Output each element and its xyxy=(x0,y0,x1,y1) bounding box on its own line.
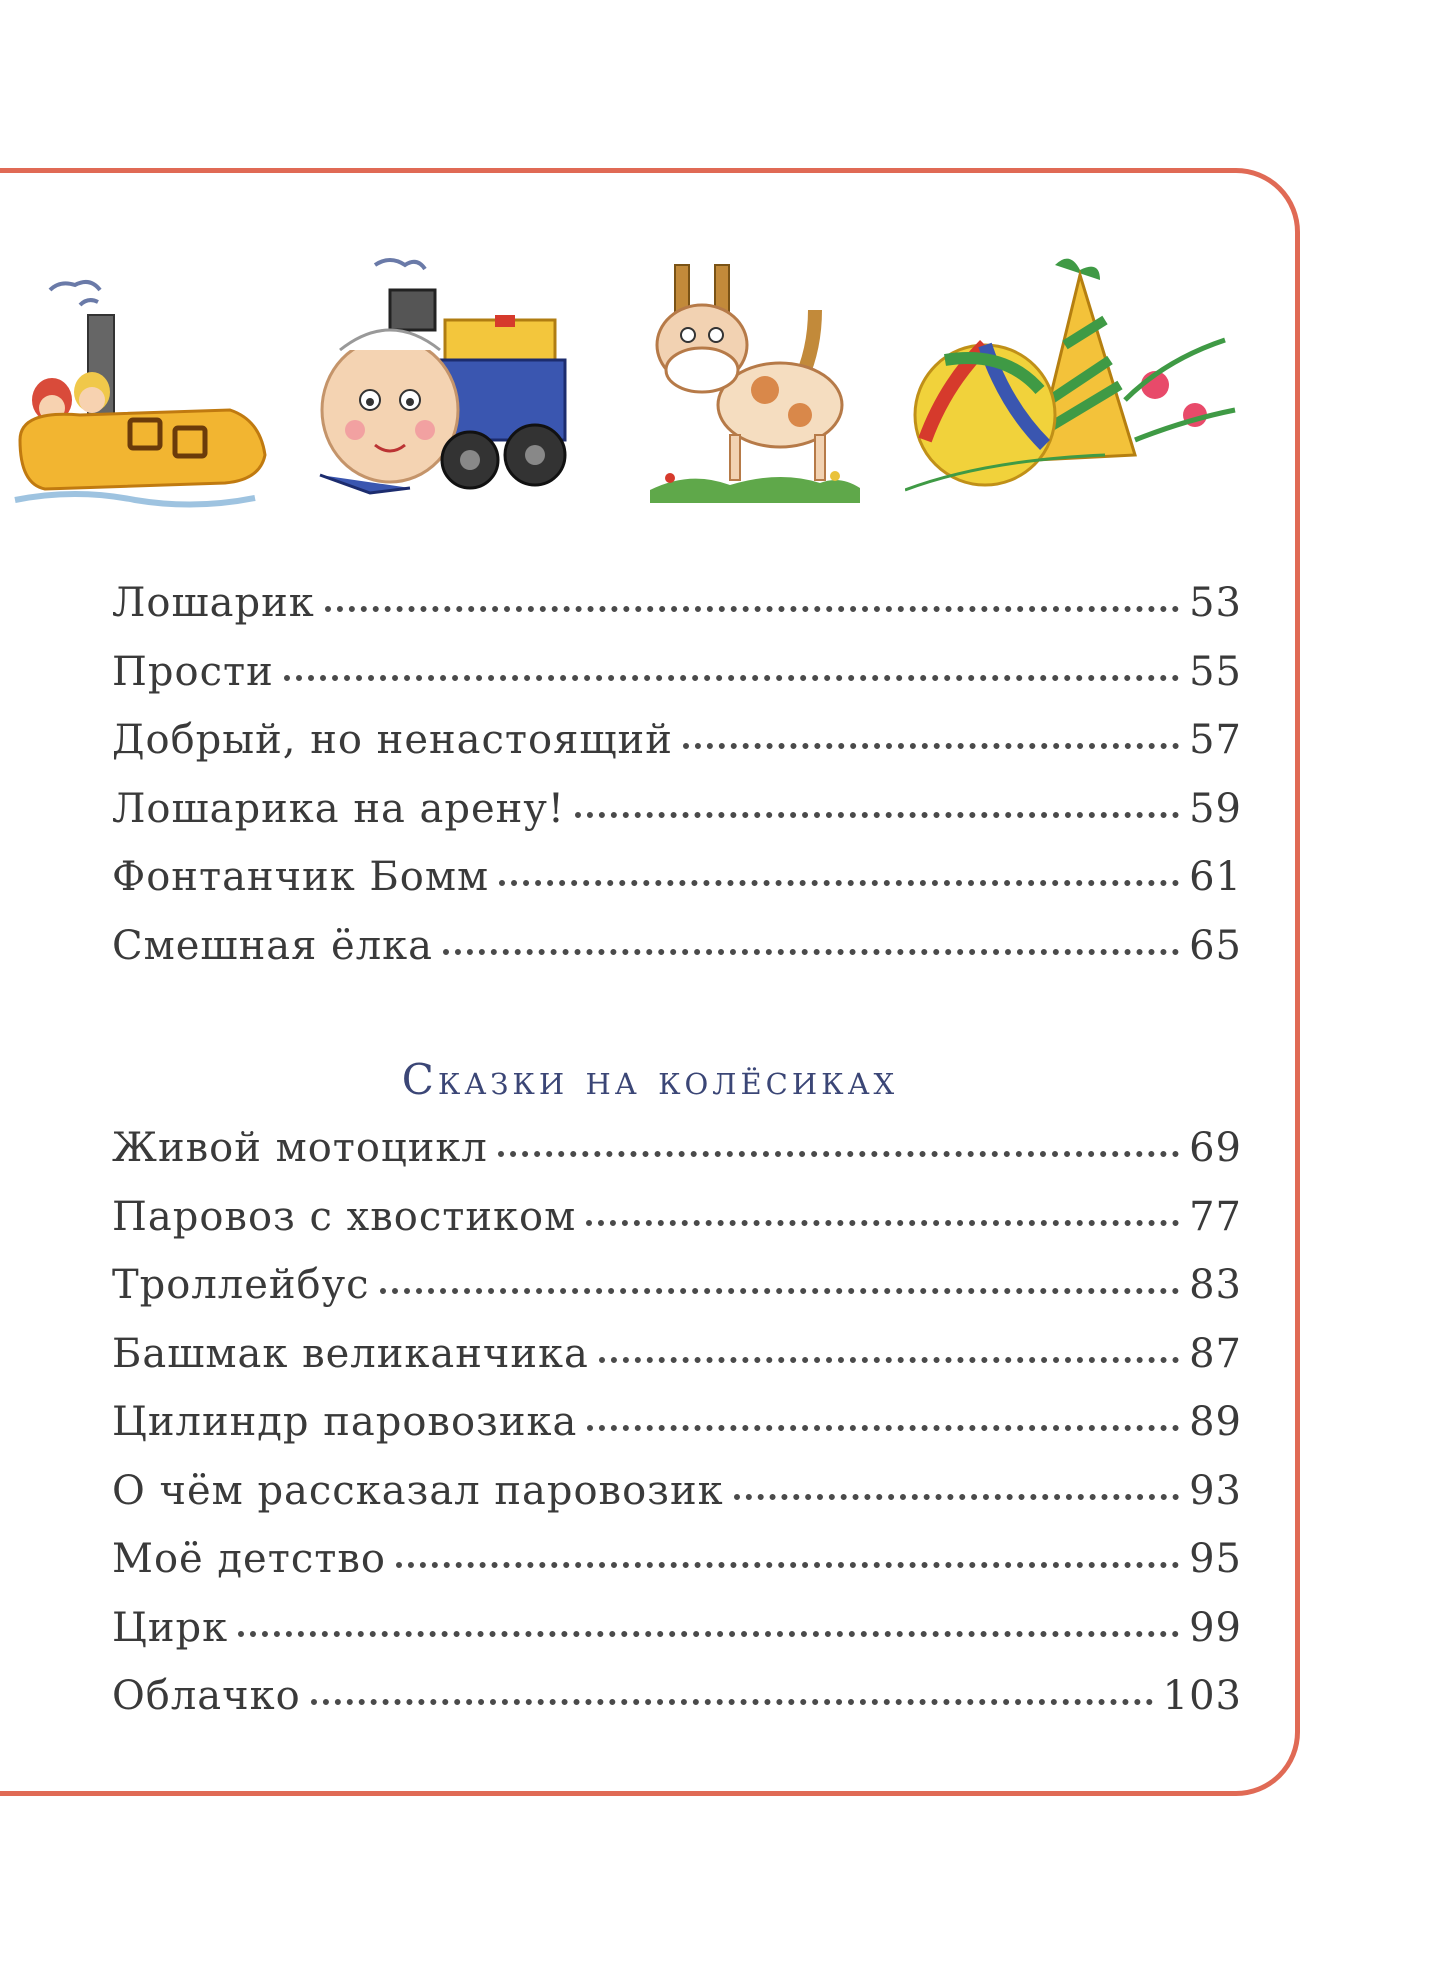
toc-entry-page: 93 xyxy=(1189,1467,1242,1514)
toc-entry xyxy=(112,1673,1242,1742)
toc-entry-page: 95 xyxy=(1189,1536,1242,1582)
toc-entry-page: 77 xyxy=(1189,1193,1242,1240)
toc-entry xyxy=(112,1194,1242,1263)
toc-leader-dots xyxy=(284,675,1179,681)
toc-entry-title: Башмак великанчика xyxy=(112,1330,589,1377)
toc-entry-title: Лошарика на арену! xyxy=(112,785,565,832)
toc-entry-title: Цилиндр паровозика xyxy=(112,1399,578,1445)
toc-leader-dots xyxy=(238,1631,1179,1637)
toc-entry xyxy=(112,580,1242,649)
toc-entry-page: 99 xyxy=(1189,1604,1242,1651)
toc-leader-dots xyxy=(498,1151,1179,1157)
toc-entry-title: Живой мотоцикл xyxy=(112,1125,488,1171)
toc-leader-dots xyxy=(575,812,1179,818)
table-of-contents-part1 xyxy=(112,580,1242,991)
toc-leader-dots xyxy=(499,880,1179,886)
toc-entry-page: 55 xyxy=(1189,648,1242,695)
toc-entry xyxy=(112,1468,1242,1537)
toc-entry-page: 89 xyxy=(1189,1399,1242,1445)
toc-entry xyxy=(112,1399,1242,1468)
toc-entry-title: О чём рассказал паровозик xyxy=(112,1467,724,1514)
toc-leader-dots xyxy=(380,1288,1180,1294)
toc-entry-page: 87 xyxy=(1189,1330,1242,1377)
toc-leader-dots xyxy=(734,1494,1179,1500)
toc-leader-dots xyxy=(396,1562,1179,1568)
toc-entry-title: Моё детство xyxy=(112,1536,386,1582)
toc-entry-page: 65 xyxy=(1189,922,1242,969)
toc-leader-dots xyxy=(325,606,1179,612)
toc-leader-dots xyxy=(587,1425,1179,1431)
toc-entry-page: 57 xyxy=(1189,717,1242,763)
toc-entry xyxy=(112,1605,1242,1674)
toc-entry xyxy=(112,923,1242,992)
toc-entry xyxy=(112,1262,1242,1331)
toc-entry-page: 69 xyxy=(1189,1125,1242,1171)
toc-entry-title: Смешная ёлка xyxy=(112,922,433,969)
toy-train-icon xyxy=(305,250,575,510)
toc-entry-page: 103 xyxy=(1162,1673,1242,1719)
toc-entry xyxy=(112,717,1242,786)
toc-entry xyxy=(112,1125,1242,1194)
toc-entry-title: Цирк xyxy=(112,1604,229,1651)
toc-leader-dots xyxy=(311,1699,1153,1705)
toc-entry xyxy=(112,1536,1242,1605)
toc-entry xyxy=(112,854,1242,923)
toc-leader-dots xyxy=(443,949,1179,955)
toc-entry xyxy=(112,786,1242,855)
toc-entry-page: 61 xyxy=(1189,854,1242,900)
toc-entry xyxy=(112,1331,1242,1400)
shoe-house-icon xyxy=(10,250,270,510)
toc-entry-page: 53 xyxy=(1189,580,1242,626)
section-title: Сказки на колёсиках xyxy=(401,1055,899,1104)
toc-entry xyxy=(112,649,1242,718)
toc-entry-title: Фонтанчик Бомм xyxy=(112,854,490,900)
toc-leader-dots xyxy=(683,743,1179,749)
toc-entry-title: Троллейбус xyxy=(112,1262,370,1308)
illustration-strip xyxy=(0,250,1300,520)
toc-leader-dots xyxy=(599,1357,1179,1363)
cow-icon xyxy=(630,250,890,510)
toc-entry-page: 59 xyxy=(1189,785,1242,832)
toc-entry-title: Добрый, но ненастоящий xyxy=(112,717,673,763)
table-of-contents-part2 xyxy=(112,1125,1242,1742)
toc-leader-dots xyxy=(586,1220,1179,1226)
toc-entry-title: Прости xyxy=(112,648,274,695)
toc-entry-title: Паровоз с хвостиком xyxy=(112,1193,577,1240)
toc-entry-page: 83 xyxy=(1189,1262,1242,1308)
toc-entry-title: Лошарик xyxy=(112,580,315,626)
toc-entry-title: Облачко xyxy=(112,1673,301,1719)
ball-and-party-hat-icon xyxy=(905,250,1245,510)
